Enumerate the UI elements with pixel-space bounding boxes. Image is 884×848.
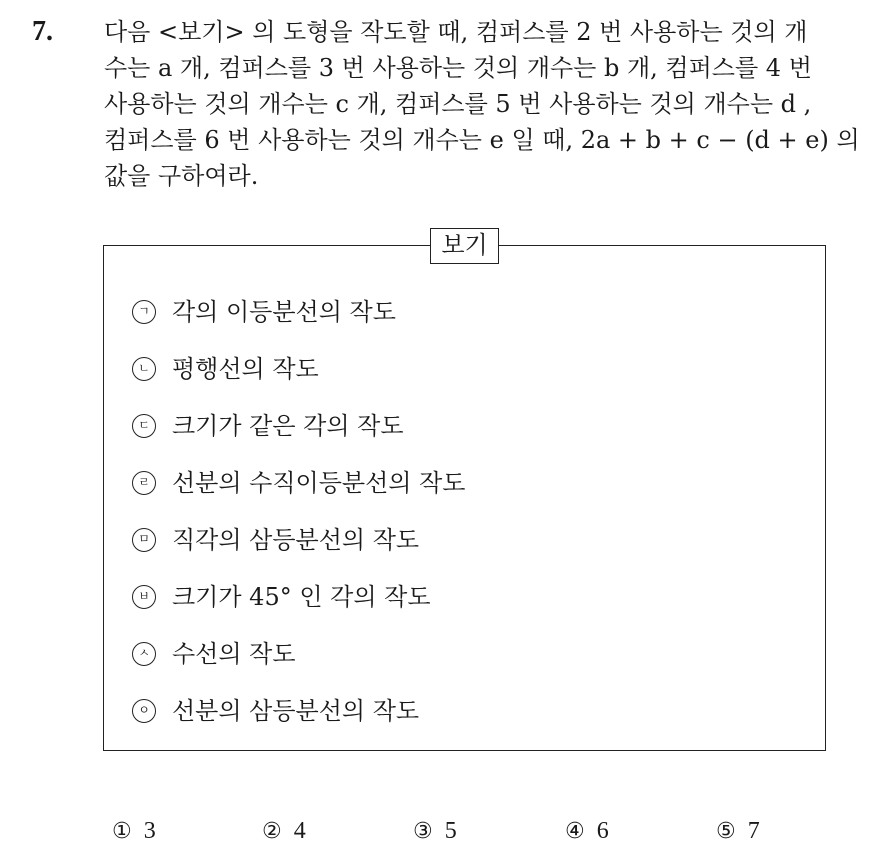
bogi-item-text: 각의 이등분선의 작도: [172, 298, 396, 326]
question-line: 다음 <보기> 의 도형을 작도할 때, 컴퍼스를 2 번 사용하는 것의 개: [104, 18, 808, 46]
answer-choice-4[interactable]: [565, 814, 609, 848]
choice-number: ③: [413, 818, 433, 844]
bogi-item-marker: ㄴ: [132, 357, 156, 381]
bogi-item-text: 크기가 45° 인 각의 작도: [172, 583, 431, 611]
choice-number: ②: [262, 818, 282, 844]
bogi-item-marker: ㄹ: [132, 471, 156, 495]
bogi-item: [132, 636, 296, 672]
question-line: 컴퍼스를 6 번 사용하는 것의 개수는 e 일 때, 2a + b + c − (d + e) 의: [104, 126, 860, 154]
question-line: 사용하는 것의 개수는 c 개, 컴퍼스를 5 번 사용하는 것의 개수는 d ,: [104, 90, 812, 118]
bogi-item: [132, 465, 465, 501]
question-stem: [104, 14, 860, 194]
bogi-item-marker: ㅅ: [132, 642, 156, 666]
bogi-title: 보기: [430, 228, 499, 264]
answer-choice-2[interactable]: [262, 814, 306, 848]
choice-number: ④: [565, 818, 585, 844]
bogi-item-text: 선분의 수직이등분선의 작도: [172, 469, 466, 497]
bogi-item-marker: ㅂ: [132, 585, 156, 609]
question-number: 7.: [32, 16, 53, 47]
bogi-item: [132, 351, 319, 387]
bogi-item-text: 선분의 삼등분선의 작도: [172, 697, 420, 725]
choice-value: 7: [747, 817, 760, 844]
question-line: 수는 a 개, 컴퍼스를 3 번 사용하는 것의 개수는 b 개, 컴퍼스를 4 번: [104, 54, 812, 82]
bogi-item-text: 크기가 같은 각의 작도: [172, 412, 404, 440]
bogi-item-text: 평행선의 작도: [172, 355, 319, 383]
answer-choice-1[interactable]: [112, 814, 156, 848]
answer-choice-5[interactable]: [716, 814, 760, 848]
bogi-item-marker: ㅇ: [132, 699, 156, 723]
choice-value: 5: [444, 817, 457, 844]
bogi-item: [132, 693, 419, 729]
bogi-item-text: 수선의 작도: [172, 640, 296, 668]
bogi-item-marker: ㄱ: [132, 300, 156, 324]
bogi-item-text: 직각의 삼등분선의 작도: [172, 526, 420, 554]
choice-number: ①: [112, 818, 132, 844]
bogi-item: [132, 408, 404, 444]
bogi-item: [132, 522, 419, 558]
answer-choice-3[interactable]: [413, 814, 457, 848]
bogi-item-marker: ㅁ: [132, 528, 156, 552]
choice-value: 6: [596, 817, 609, 844]
choice-number: ⑤: [716, 818, 736, 844]
choice-value: 4: [293, 817, 306, 844]
bogi-item: [132, 294, 396, 330]
choice-value: 3: [143, 817, 156, 844]
bogi-item: [132, 579, 431, 615]
question-line: 값을 구하여라.: [104, 162, 259, 190]
bogi-item-marker: ㄷ: [132, 414, 156, 438]
